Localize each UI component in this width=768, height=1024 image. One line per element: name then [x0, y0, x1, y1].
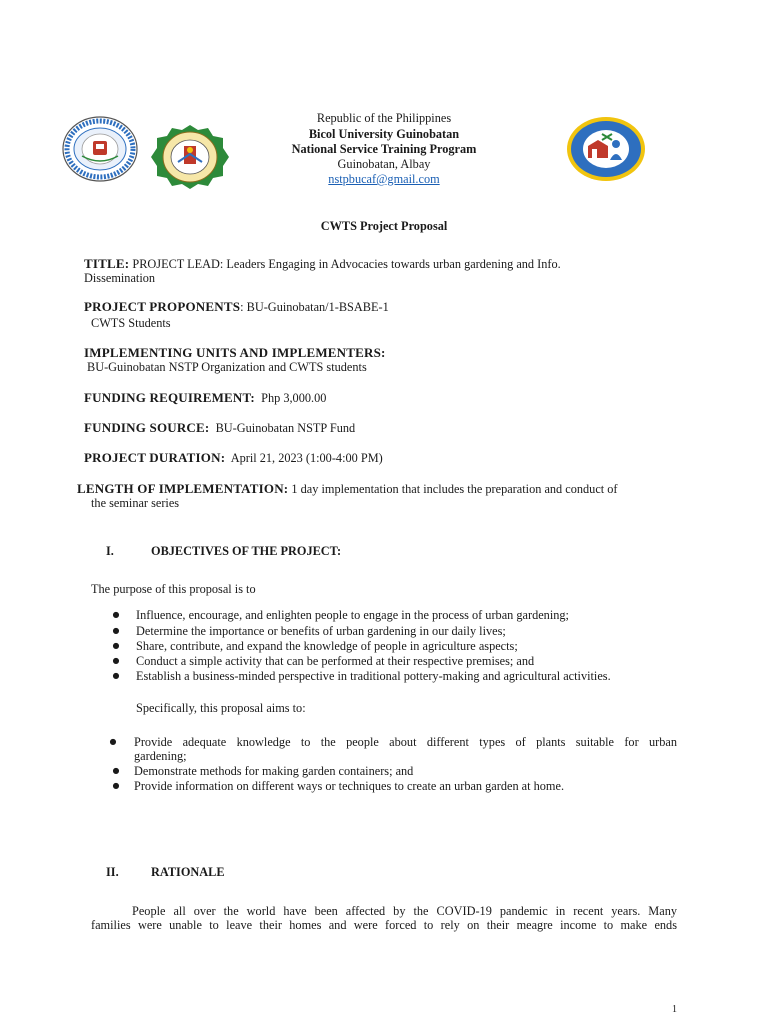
objective-bullet: ● — [112, 610, 120, 619]
length-label: LENGTH OF IMPLEMENTATION: — [77, 481, 289, 496]
implementing-label: IMPLEMENTING UNITS AND IMPLEMENTERS: — [84, 345, 386, 360]
funding-source-line — [84, 420, 355, 436]
specific-intro: Specifically, this proposal aims to: — [136, 701, 306, 715]
project-duration-value: April 21, 2023 (1:00-4:00 PM) — [230, 451, 383, 465]
objective-item: Determine the importance or benefits of urban gardening in our daily lives; — [136, 624, 506, 638]
funding-requirement-line — [84, 390, 326, 406]
funding-source-label: FUNDING SOURCE: — [84, 420, 210, 435]
objective-item: Conduct a simple activity that can be performed at their respective premises; and — [136, 654, 535, 668]
section-2-heading: RATIONALE — [151, 865, 225, 879]
letterhead-country: Republic of the Philippines — [316, 111, 452, 125]
objective-item: Establish a business-minded perspective in traditional pottery-making and agricultural activities. — [136, 669, 611, 683]
objective-bullet: ● — [112, 641, 120, 650]
objective-item: Share, contribute, and expand the knowledge of people in agriculture aspects; — [136, 639, 518, 653]
rationale-line-1: People all over the world have been affected by the COVID-19 pandemic in recent years. Many — [132, 904, 677, 918]
length-line — [77, 481, 618, 497]
proponents-text-2: CWTS Students — [91, 316, 171, 330]
proponents-text-1: : BU-Guinobatan/1-BSABE-1 — [240, 300, 389, 314]
letterhead-address: Guinobatan, Albay — [337, 157, 431, 171]
length-text-2: the seminar series — [91, 496, 180, 510]
title-text-2: Dissemination — [84, 271, 156, 285]
objective-bullet: ● — [112, 626, 120, 635]
project-duration-label: PROJECT DURATION: — [84, 450, 226, 465]
title-label: TITLE: — [84, 256, 130, 271]
objective-bullet: ● — [112, 671, 120, 680]
title-line — [84, 256, 561, 272]
rationale-line-2: families were unable to leave their homes and were forced to rely on their meagre income to make ends — [91, 918, 677, 932]
section-1-number: I. — [106, 544, 114, 558]
aim-item-3: Provide information on different ways or techniques to create an urban garden at home. — [134, 779, 565, 793]
objective-item: Influence, encourage, and enlighten people to engage in the process of urban gardening; — [136, 608, 569, 622]
purpose-intro: The purpose of this proposal is to — [91, 582, 256, 596]
project-duration-line — [84, 450, 383, 466]
funding-requirement-value: Php 3,000.00 — [261, 391, 327, 405]
title-text-1: PROJECT LEAD: Leaders Engaging in Advocacies towards urban gardening and Info. — [132, 257, 561, 271]
aim-item-1-line-1: Provide adequate knowledge to the people about different types of plants suitable for urban — [134, 735, 677, 749]
page-number: 1 — [672, 1004, 677, 1015]
funding-requirement-label: FUNDING REQUIREMENT: — [84, 390, 255, 405]
document-title: CWTS Project Proposal — [320, 219, 448, 233]
implementing-text: BU-Guinobatan NSTP Organization and CWTS students — [87, 360, 367, 374]
objective-bullet: ● — [112, 656, 120, 665]
aim-item-1-line-2: gardening; — [134, 749, 187, 763]
letterhead-program: National Service Training Program — [291, 142, 477, 156]
aim-bullet: ● — [109, 737, 117, 746]
proponents-line — [84, 299, 389, 315]
length-text-1: 1 day implementation that includes the preparation and conduct of — [291, 482, 618, 496]
proponents-label: PROJECT PROPONENTS — [84, 299, 241, 314]
section-2-number: II. — [106, 865, 119, 879]
letterhead-email-link[interactable]: nstpbucaf@gmail.com — [328, 172, 440, 186]
letterhead-university: Bicol University Guinobatan — [308, 127, 460, 141]
aim-bullet: ● — [112, 766, 120, 775]
section-1-heading: OBJECTIVES OF THE PROJECT: — [151, 544, 342, 558]
aim-item-2: Demonstrate methods for making garden containers; and — [134, 764, 414, 778]
aim-bullet: ● — [112, 781, 120, 790]
letterhead-email-wrap — [0, 171, 768, 187]
funding-source-value: BU-Guinobatan NSTP Fund — [215, 421, 356, 435]
